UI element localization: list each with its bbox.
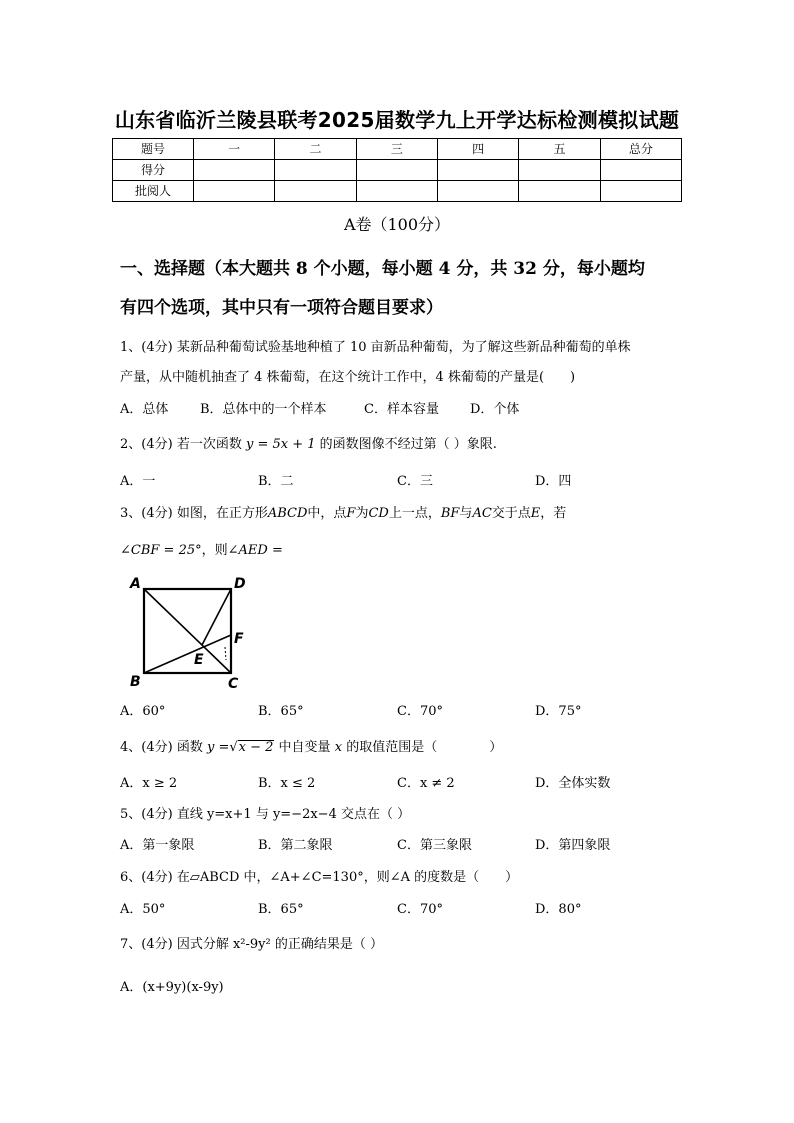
- q5-option-c: C．第三象限: [397, 838, 472, 853]
- question-3-line1: [120, 502, 566, 521]
- q3-text: 3、(4分) 如图，在正方形: [120, 506, 268, 521]
- q3-var: E: [530, 506, 541, 521]
- question-4: [120, 736, 502, 755]
- table-row: [113, 181, 682, 202]
- q1-option-b: B．总体中的一个样本: [200, 402, 327, 417]
- table-cell: 五: [519, 139, 600, 160]
- q2-prefix: 2、(4分) 若一次函数: [120, 437, 242, 452]
- q4-option-b: B．x ≤ 2: [258, 776, 316, 791]
- q3-var: CD: [368, 506, 389, 521]
- table-cell: 四: [437, 139, 518, 160]
- table-cell: 得分: [113, 160, 194, 181]
- q2-option-b: B．二: [258, 474, 294, 489]
- square-figure: [122, 572, 252, 692]
- question-1-line1: 1、(4分) 某新品种葡萄试验基地种植了 10 亩新品种葡萄，为了解这些新品种葡萄的单株: [120, 340, 631, 355]
- table-cell: [275, 181, 356, 202]
- label-f: F: [234, 631, 244, 647]
- q5-option-b: B．第二象限: [258, 838, 333, 853]
- q3-text: 交于点: [491, 506, 531, 521]
- q3-var: AC: [472, 506, 492, 521]
- score-table: [112, 138, 682, 202]
- table-header-row: [113, 139, 682, 160]
- q6-option-b: B．65°: [258, 902, 304, 917]
- q3-var: ABCD: [267, 506, 308, 521]
- q3-text: 上一点，: [388, 506, 441, 521]
- q3-text: 与: [459, 506, 473, 521]
- section-heading-line1: 一、选择题（本大题共 8 个小题，每小题 4 分，共 32 分，每小题均: [120, 259, 645, 279]
- q4-text: 中自变量: [278, 740, 331, 755]
- question-7: 7、(4分) 因式分解 x²-9y² 的正确结果是（ ）: [120, 937, 383, 952]
- q3-text: ，则: [201, 543, 228, 558]
- q2-formula: y = 5x + 1: [245, 437, 316, 452]
- table-cell: [437, 181, 518, 202]
- table-cell: [519, 181, 600, 202]
- label-c: C: [228, 676, 239, 692]
- label-d: D: [234, 576, 246, 592]
- table-cell: [356, 160, 437, 181]
- q1-option-d: D．个体: [470, 402, 520, 417]
- q5-option-a: A．第一象限: [120, 838, 195, 853]
- question-5: 5、(4分) 直线 y=x+1 与 y=−2x−4 交点在（ ）: [120, 807, 411, 822]
- page-title: 山东省临沂兰陵县联考2025届数学九上开学达标检测模拟试题: [114, 108, 680, 132]
- section-heading-line2: 有四个选项，其中只有一项符合题目要求）: [120, 298, 443, 318]
- volume-heading: A卷（100分）: [343, 215, 451, 234]
- q7-option-a: A．(x+9y)(x-9y): [120, 980, 224, 995]
- q3-var: BF: [440, 506, 460, 521]
- q6-option-c: C．70°: [397, 902, 443, 917]
- sqrt-sign: √: [229, 740, 238, 755]
- table-cell: 总分: [600, 139, 681, 160]
- q3-text: 中，点: [307, 506, 347, 521]
- table-row: [113, 160, 682, 181]
- q6-option-a: A．50°: [120, 902, 166, 917]
- question-1-line2: 产量，从中随机抽查了 4 株葡萄，在这个统计工作中，4 株葡萄的产量是( ): [120, 370, 576, 385]
- dashed-mark: [225, 647, 226, 660]
- table-cell: 二: [275, 139, 356, 160]
- q3-text: ，若: [540, 506, 567, 521]
- q3-text: 为: [355, 506, 369, 521]
- table-cell: 一: [194, 139, 275, 160]
- q4-option-d: D．全体实数: [535, 776, 611, 791]
- q2-suffix: 的函数图像不经过第（ ）象限.: [319, 437, 497, 452]
- table-cell: [275, 160, 356, 181]
- q4-radicand: x − 2: [238, 740, 274, 755]
- question-3-line2: [120, 539, 283, 558]
- q2-option-a: A．一: [120, 474, 156, 489]
- q2-option-c: C．三: [397, 474, 433, 489]
- question-2: [120, 433, 497, 452]
- label-b: B: [130, 674, 141, 690]
- q5-option-d: D．第四象限: [535, 838, 611, 853]
- q4-option-a: A．x ≥ 2: [120, 776, 178, 791]
- q4-formula: y =: [206, 740, 230, 755]
- table-cell: 题号: [113, 139, 194, 160]
- q3-option-a: A．60°: [120, 704, 166, 719]
- q3-formula: ∠CBF = 25°: [120, 543, 202, 558]
- label-a: A: [130, 576, 141, 592]
- table-cell: 批阅人: [113, 181, 194, 202]
- q4-text: 的取值范围是（ ）: [346, 740, 503, 755]
- q2-option-d: D．四: [535, 474, 572, 489]
- table-cell: [519, 160, 600, 181]
- q3-option-c: C．70°: [397, 704, 443, 719]
- table-cell: [194, 181, 275, 202]
- table-cell: 三: [356, 139, 437, 160]
- q4-option-c: C．x ≠ 2: [397, 776, 455, 791]
- q3-formula: ∠AED =: [227, 543, 283, 558]
- label-e: E: [194, 652, 204, 668]
- table-cell: [194, 160, 275, 181]
- q3-option-d: D．75°: [535, 704, 582, 719]
- q6-option-d: D．80°: [535, 902, 582, 917]
- question-6: 6、(4分) 在▱ABCD 中，∠A+∠C=130°，则∠A 的度数是（ ）: [120, 870, 519, 885]
- diagonal-ac: [144, 589, 231, 673]
- q3-var: F: [346, 506, 356, 521]
- segment-bf: [144, 635, 231, 673]
- table-cell: [600, 160, 681, 181]
- q4-text: 4、(4分) 函数: [120, 740, 203, 755]
- table-cell: [437, 160, 518, 181]
- q3-option-b: B．65°: [258, 704, 304, 719]
- q1-option-a: A．总体: [120, 402, 169, 417]
- table-cell: [600, 181, 681, 202]
- q1-option-c: C．样本容量: [364, 402, 439, 417]
- table-cell: [356, 181, 437, 202]
- q4-var: x: [334, 740, 343, 755]
